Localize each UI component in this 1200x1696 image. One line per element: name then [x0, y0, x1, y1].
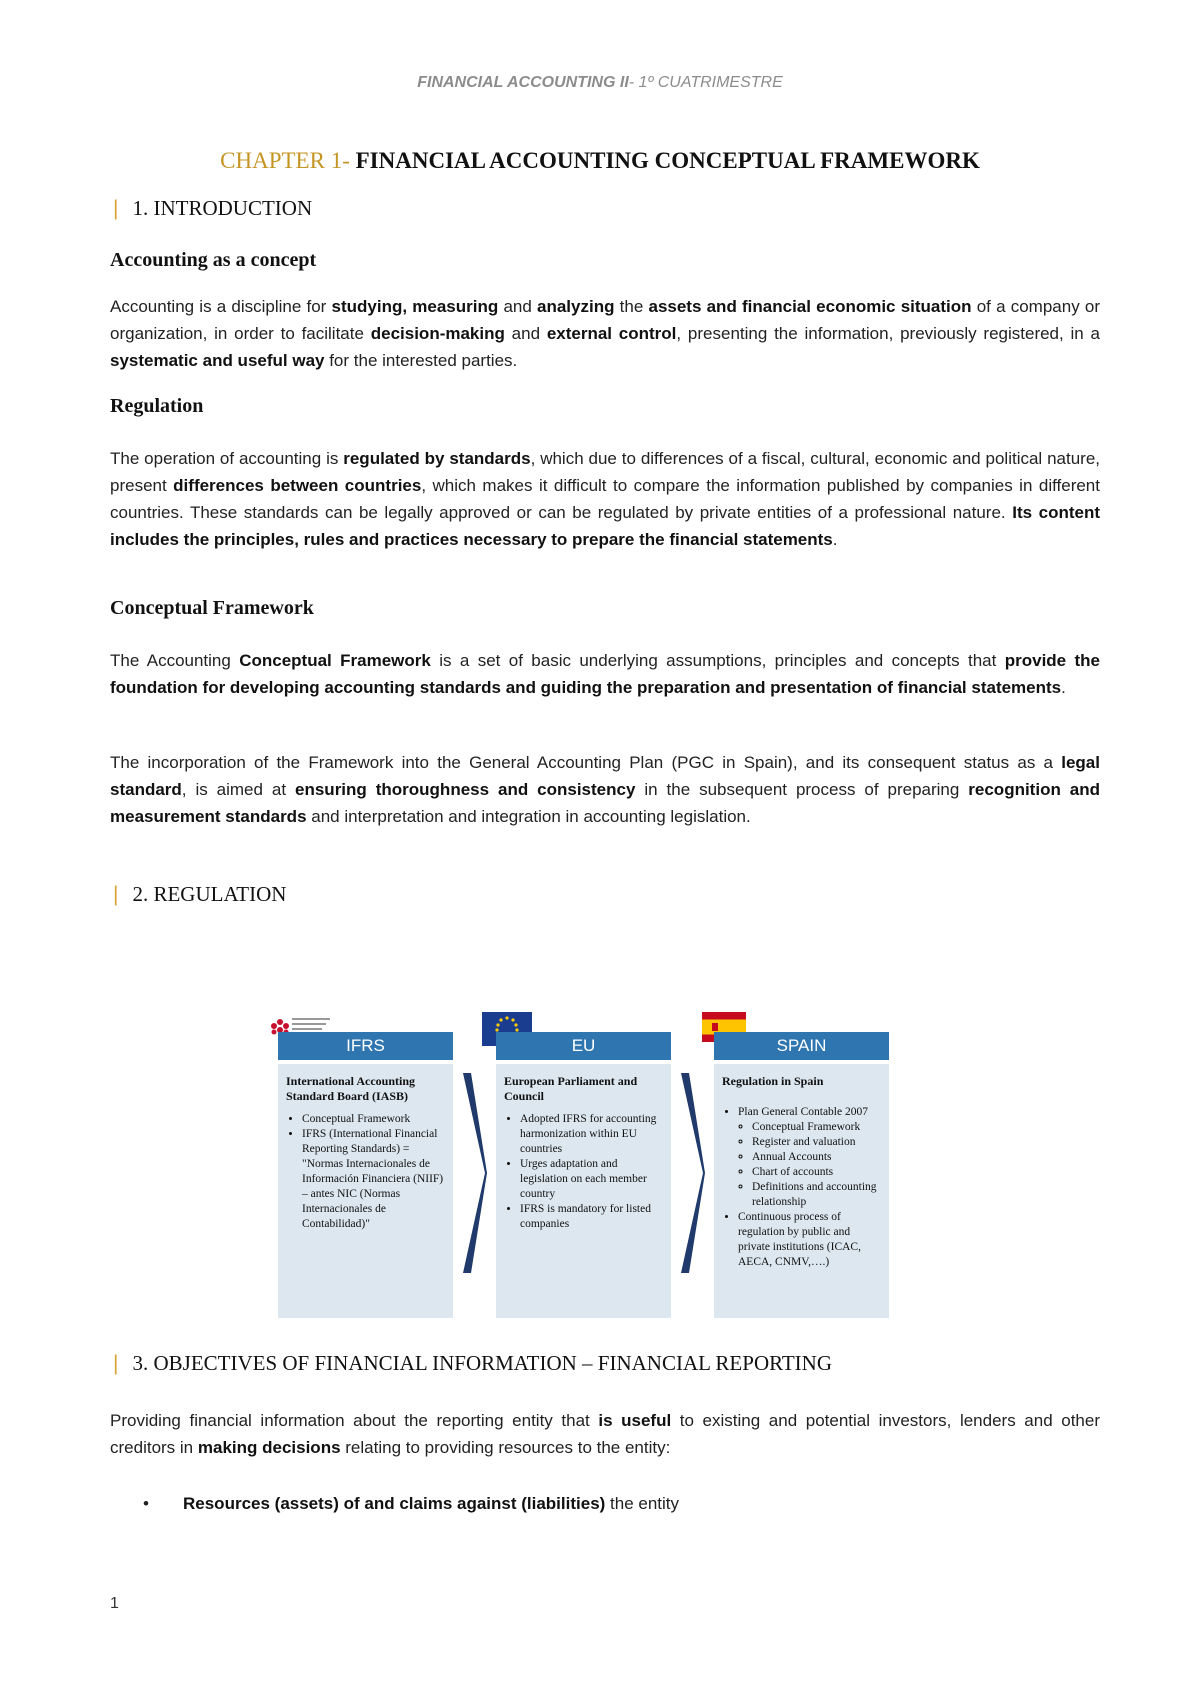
ifrs-header: IFRS: [278, 1032, 453, 1060]
section-marker: |: [113, 1352, 119, 1375]
framework-heading: Conceptual Framework: [110, 597, 314, 619]
eu-column: [486, 1018, 671, 1318]
section-title: 2. REGULATION: [132, 882, 287, 906]
section-marker: |: [113, 883, 119, 906]
framework-paragraph-1: The Accounting Conceptual Framework is a set of basic underlying assumptions, principles and concepts that provide the foundation for developing accounting standards and guiding the preparation and presentation of financial statements.: [110, 651, 1101, 697]
objectives-paragraph: Providing financial information about the reporting entity that is useful to existing and potential investors, lenders and other creditors in making decisions relating to providing resources to the entity:: [110, 1411, 1100, 1457]
chapter-name: FINANCIAL ACCOUNTING CONCEPTUAL FRAMEWORK: [355, 148, 980, 173]
section-title: 3. OBJECTIVES OF FINANCIAL INFORMATION – FINANCIAL REPORTING: [132, 1351, 833, 1375]
section-marker: |: [113, 197, 119, 220]
accounting-paragraph: Accounting is a discipline for studying, measuring and analyzing the assets and financial economic situation of a company or organization, in order to facilitate decision-making and external control, presenting the information, previously registered, in a systematic and useful way for the interested parties.: [110, 297, 1100, 370]
page-number: 1: [110, 1595, 119, 1612]
ifrs-body-title: International Accounting Standard Board (IASB): [286, 1074, 416, 1103]
spain-header: SPAIN: [714, 1032, 889, 1060]
ifrs-item: • IFRS (International Financial Reporting Standards) = "Normas Internacionales de Información Financiera (NIIF) – antes NIC (Normas Internacionales de Contabilidad)": [302, 1127, 445, 1232]
chevron-right-icon: [679, 1073, 705, 1273]
bullet-icon: •: [143, 1494, 149, 1513]
spain-item: • Continuous process of regulation by public and private institutions (ICAC, AECA, CNMV,….): [738, 1210, 881, 1270]
chevron-right-icon: [461, 1073, 487, 1273]
spain-subitem: ◦ Chart of accounts: [752, 1165, 881, 1180]
spain-body: [714, 1064, 889, 1318]
eu-header: EU: [496, 1032, 671, 1060]
ifrs-column: [268, 1018, 453, 1318]
spain-body-title: Regulation in Spain: [722, 1074, 824, 1088]
spain-subitem: ◦ Annual Accounts: [752, 1150, 881, 1165]
section-objectives-heading: [113, 1351, 832, 1376]
eu-item: • Adopted IFRS for accounting harmonization within EU countries: [520, 1112, 663, 1157]
chapter-number: CHAPTER 1-: [220, 148, 350, 173]
accounting-heading: Accounting as a concept: [110, 249, 317, 271]
spain-subitem: ◦ Conceptual Framework: [752, 1120, 881, 1135]
section-regulation-heading: [113, 882, 286, 907]
eu-item: • Urges adaptation and legislation on each member country: [520, 1157, 663, 1202]
ifrs-item: • Conceptual Framework: [302, 1112, 445, 1127]
regulation-paragraph: The operation of accounting is regulated by standards, which due to differences of a fiscal, cultural, economic and political nature, present differences between countries, which makes it difficult to compare the information published by companies in different countries. These standards can be legally approved or can be regulated by private entities of a professional nature. Its content includes the principles, rules and practices necessary to prepare the financial statements.: [110, 449, 1101, 549]
framework-paragraph-2: The incorporation of the Framework into the General Accounting Plan (PGC in Spain), and its consequent status as a legal standard, is aimed at ensuring thoroughness and consistency in the subsequent process of preparing recognition and measurement standards and interpretation and integration in accounting legislation.: [110, 753, 1100, 826]
eu-body: [496, 1064, 671, 1318]
spain-subitem: ◦ Register and valuation: [752, 1135, 881, 1150]
regulation-heading: Regulation: [110, 395, 204, 417]
spain-subitem: ◦ Definitions and accounting relationship: [752, 1180, 881, 1210]
objectives-bullet: • Resources (assets) of and claims against (liabilities) the entity: [143, 1490, 1043, 1517]
regulation-diagram: [268, 1018, 933, 1318]
header-course: FINANCIAL ACCOUNTING II: [417, 74, 629, 91]
page-header: [0, 74, 1200, 92]
eu-item: • IFRS is mandatory for listed companies: [520, 1202, 663, 1232]
eu-body-title: European Parliament and Council: [504, 1074, 638, 1103]
spain-item: • Plan General Contable 2007 ◦ Conceptual Framework ◦ Register and valuation ◦ Annual Accounts ◦ Chart of accounts ◦ Definitions and accounting relationship: [738, 1105, 881, 1210]
section-title: 1. INTRODUCTION: [132, 196, 313, 220]
header-term: - 1º CUATRIMESTRE: [628, 74, 783, 91]
spain-column: [704, 1018, 889, 1318]
section-introduction-heading: [113, 196, 312, 221]
chapter-title: [0, 148, 1200, 174]
ifrs-body: [278, 1064, 453, 1318]
